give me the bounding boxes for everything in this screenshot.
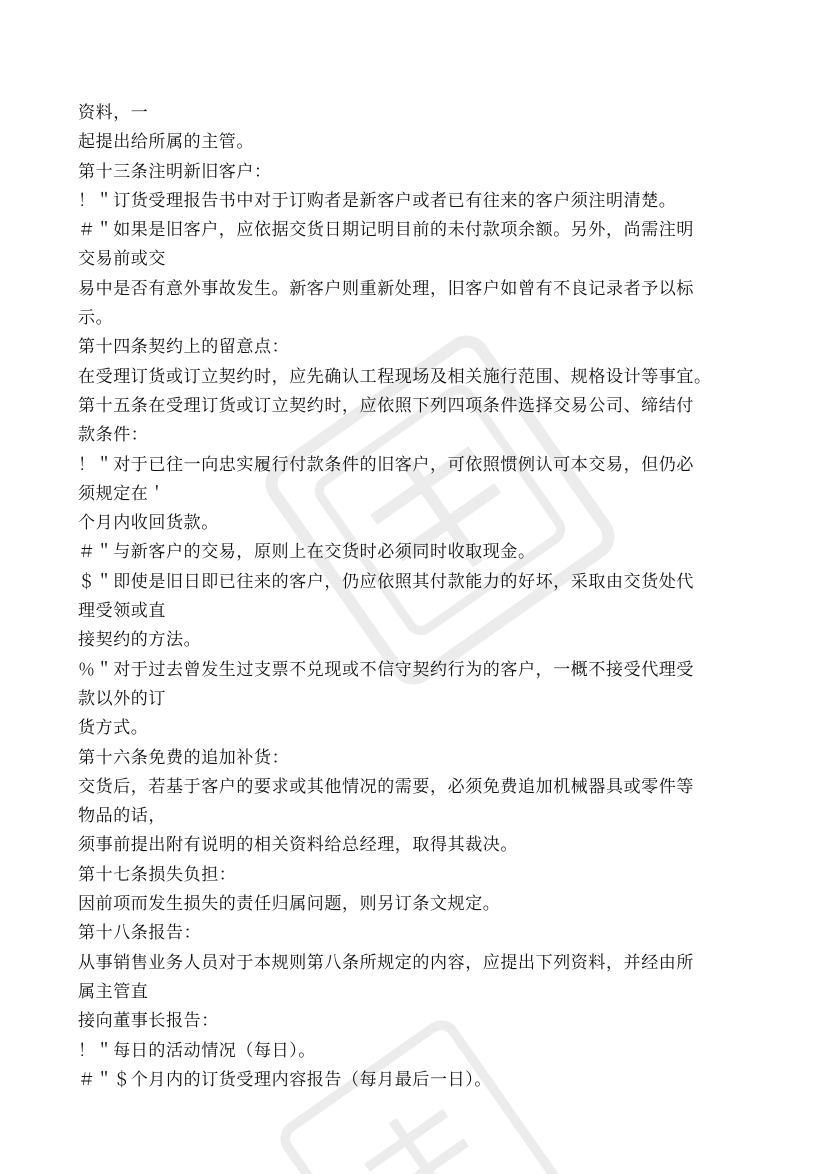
article-heading: 第十六条免费的追加补货： xyxy=(78,747,290,768)
text-line: 易中是否有意外事故发生。新客户则重新处理，旧客户如曾有不良记录者予以标 xyxy=(78,278,694,299)
text-line: 个月内收回货款。 xyxy=(78,513,219,534)
text-line: 款条件： xyxy=(78,425,149,446)
text-line: 须事前提出附有说明的相关资料给总经理，取得其裁决。 xyxy=(78,835,518,856)
text-line: 起提出给所属的主管。 xyxy=(78,132,254,153)
text-line: ＄＂即使是旧日即已往来的客户，仍应依照其付款能力的好坏，采取由交货处代 xyxy=(78,571,694,592)
text-line: 须规定在＇ xyxy=(78,483,166,504)
text-line: 示。 xyxy=(78,308,114,329)
text-line: 交易前或交 xyxy=(78,249,166,270)
text-line: 属主管直 xyxy=(78,981,149,1002)
text-line: ＃＂＄个月内的订货受理内容报告（每月最后一日）。 xyxy=(78,1069,492,1090)
text-line: 资料，一 xyxy=(78,103,149,123)
text-line: 理受领或直 xyxy=(78,601,166,622)
article-heading: 第十三条注明新旧客户： xyxy=(78,161,272,182)
text-line: 接契约的方法。 xyxy=(78,630,202,651)
text-line: 因前项而发生损失的责任归属问题，则另订条文规定。 xyxy=(78,894,501,915)
text-line: ！＂每日的活动情况（每日）。 xyxy=(78,1040,316,1061)
text-line: ！＂订货受理报告书中对于订购者是新客户或者已有往来的客户须注明清楚。 xyxy=(78,190,677,211)
document-body xyxy=(78,99,758,1095)
article-heading: 第十七条损失负担： xyxy=(78,864,237,885)
text-line: 交货后，若基于客户的要求或其他情况的需要，必须免费追加机械器具或零件等 xyxy=(78,776,694,797)
text-line: ＃＂与新客户的交易，原则上在交货时必须同时收取现金。 xyxy=(78,542,536,563)
text-line: ！＂对于已往一向忠实履行付款条件的旧客户，可依照惯例认可本交易，但仍必 xyxy=(78,454,694,475)
text-line: 在受理订货或订立契约时，应先确认工程现场及相关施行范围、规格设计等事宜。 xyxy=(78,366,712,387)
text-line: 货方式。 xyxy=(78,718,149,739)
text-line: 物品的话， xyxy=(78,806,166,827)
text-line: 接向董事长报告： xyxy=(78,1011,219,1032)
article-heading: 第十四条契约上的留意点： xyxy=(78,337,290,358)
article-heading: 第十五条在受理订货或订立契约时，应依照下列四项条件选择交易公司、缔结付 xyxy=(78,395,694,416)
text-line: ＃＂如果是旧客户，应依据交货日期记明目前的未付款项余额。另外，尚需注明 xyxy=(78,220,694,241)
text-line: 款以外的订 xyxy=(78,688,166,709)
text-line: ％＂对于过去曾发生过支票不兑现或不信守契约行为的客户，一概不接受代理受 xyxy=(78,659,694,680)
article-heading: 第十八条报告： xyxy=(78,923,202,944)
text-line: 从事销售业务人员对于本规则第八条所规定的内容，应提出下列资料，并经由所 xyxy=(78,952,694,973)
